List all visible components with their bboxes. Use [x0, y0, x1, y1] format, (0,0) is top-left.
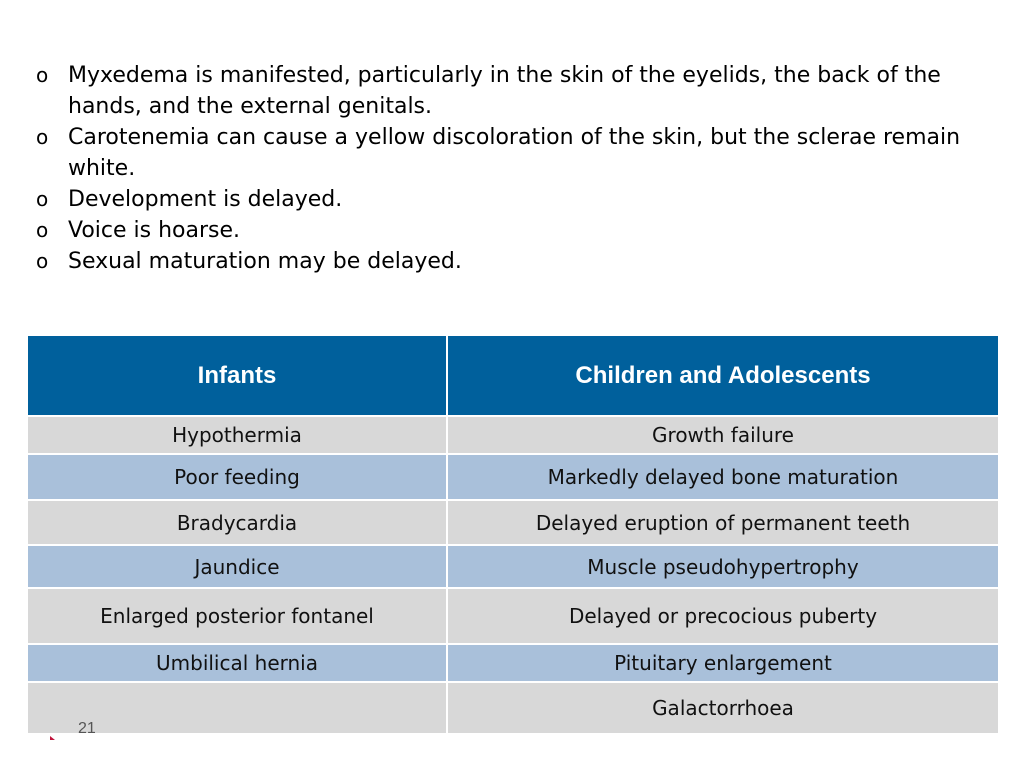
table-cell: Hypothermia	[28, 417, 446, 453]
table-row	[28, 501, 998, 544]
bullet-item	[36, 246, 996, 277]
header-children-adolescents: Children and Adolescents	[448, 336, 998, 415]
table-cell: Poor feeding	[28, 455, 446, 499]
bullet-marker: o	[36, 218, 49, 242]
bullet-list	[36, 60, 996, 277]
table-cell: Growth failure	[448, 417, 998, 453]
table-header-row	[28, 336, 998, 415]
table-cell: Markedly delayed bone maturation	[448, 455, 998, 499]
table-row	[28, 589, 998, 643]
table-cell: Delayed or precocious puberty	[448, 589, 998, 643]
table-row	[28, 546, 998, 587]
table-cell: Muscle pseudohypertrophy	[448, 546, 998, 587]
bullet-marker: o	[36, 249, 49, 273]
table-cell: Enlarged posterior fontanel	[28, 589, 446, 643]
bullet-marker: o	[36, 63, 49, 87]
table-row	[28, 645, 998, 681]
table-row	[28, 417, 998, 453]
bullet-text: Myxedema is manifested, particularly in the skin of the eyelids, the back of the hands, and the external genitals.	[68, 63, 941, 119]
bullet-text: Voice is hoarse.	[68, 218, 241, 243]
table-cell: Umbilical hernia	[28, 645, 446, 681]
table-cell: Pituitary enlargement	[448, 645, 998, 681]
table-row	[28, 683, 998, 733]
header-infants: Infants	[28, 336, 446, 415]
bullet-item	[36, 122, 996, 184]
table-row	[28, 455, 998, 499]
table-cell: Bradycardia	[28, 501, 446, 544]
table-cell: Galactorrhoea	[448, 683, 998, 733]
bullet-text: Carotenemia can cause a yellow discoloration of the skin, but the sclerae remain white.	[68, 125, 961, 181]
bullet-text: Sexual maturation may be delayed.	[68, 249, 462, 274]
bullet-item	[36, 215, 996, 246]
page-number: 21	[78, 720, 96, 737]
bullet-item	[36, 60, 996, 122]
table-cell: Jaundice	[28, 546, 446, 587]
table-cell: Delayed eruption of permanent teeth	[448, 501, 998, 544]
bullet-marker: o	[36, 125, 49, 149]
bullet-text: Development is delayed.	[68, 187, 343, 212]
slide-accent-marker	[50, 736, 55, 740]
bullet-marker: o	[36, 187, 49, 211]
symptoms-table	[26, 334, 1000, 735]
bullet-item	[36, 184, 996, 215]
